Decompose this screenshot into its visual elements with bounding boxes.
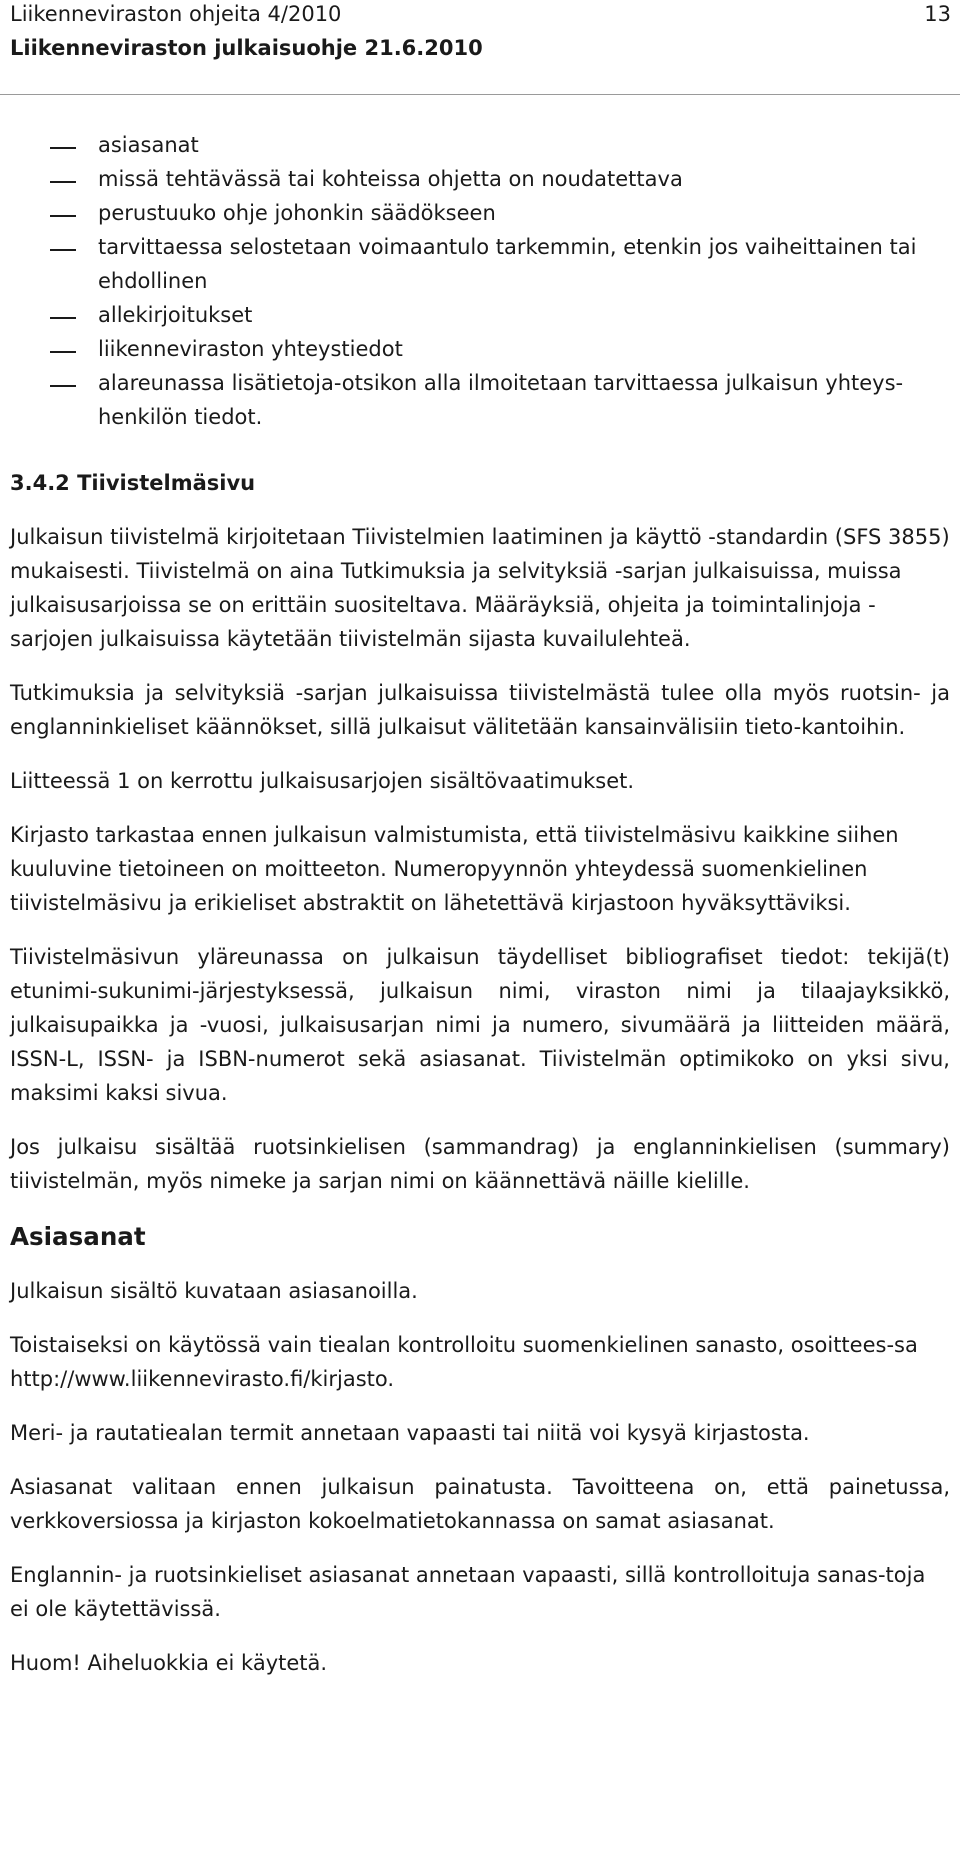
dash-list xyxy=(10,128,950,434)
dash-bullet xyxy=(50,249,76,251)
list-item-text: alareunassa lisätietoja-otsikon alla ilmoitetaan tarvittaessa julkaisun yhteys-henkilön tiedot. xyxy=(98,371,904,429)
page-number: 13 xyxy=(924,2,951,26)
publication-series: Liikenneviraston ohjeita 4/2010 xyxy=(10,2,342,26)
dash-bullet xyxy=(50,351,76,353)
dash-bullet xyxy=(50,147,76,149)
paragraph: Asiasanat valitaan ennen julkaisun painatusta. Tavoitteena on, että painetussa, verkkoversiossa ja kirjaston kokoelmatietokannassa on samat asiasanat. xyxy=(10,1475,950,1533)
section-heading: 3.4.2 Tiivistelmäsivu xyxy=(10,471,256,495)
paragraph: Toistaiseksi on käytössä vain tiealan kontrolloitu suomenkielinen sanasto, osoittees-sa http://www.liikennevirasto.fi/kirjasto. xyxy=(10,1333,918,1391)
list-item-text: allekirjoitukset xyxy=(98,303,253,327)
list-item xyxy=(10,162,950,196)
page-content xyxy=(10,128,950,1680)
list-item-text: missä tehtävässä tai kohteissa ohjetta on noudatettava xyxy=(98,167,683,191)
list-item xyxy=(10,230,950,298)
paragraph: Julkaisun sisältö kuvataan asiasanoilla. xyxy=(10,1279,418,1303)
paragraph: Julkaisun tiivistelmä kirjoitetaan Tiivistelmien laatiminen ja käyttö -standardin (SFS 3855) mukaisesti. Tiivistelmä on aina Tutkimuksia ja selvityksiä -sarjan julkaisuissa, muissa julkaisusarjoissa se on erittäin suositeltava. Määräyksiä, ohjeita ja toimintalinjoja -sarjojen julkaisuissa käytetään tiivistelmän sijasta kuvailulehteä. xyxy=(10,525,950,651)
paragraph: Kirjasto tarkastaa ennen julkaisun valmistumista, että tiivistelmäsivu kaikkine siihen kuuluvine tietoineen on moitteeton. Numeropyynnön yhteydessä suomenkielinen tiivistelmäsivu ja erikieliset abstraktit on lähetettävä kirjastoon hyväksyttäviksi. xyxy=(10,823,899,915)
list-item-text: perustuuko ohje johonkin säädökseen xyxy=(98,201,496,225)
paragraph: Tiivistelmäsivun yläreunassa on julkaisun täydelliset bibliografiset tiedot: tekijä(t) etunimi-sukunimi-järjestyksessä, julkaisun nimi, viraston nimi ja tilaajayksikkö, julkaisupaikka ja -vuosi, julkaisusarjan nimi ja numero, sivumäärä ja liitteiden määrä, ISSN-L, ISSN- ja ISBN-numerot sekä asiasanat. Tiivistelmän optimikoko on yksi sivu, maksimi kaksi sivua. xyxy=(10,945,950,1105)
page-header xyxy=(0,0,960,95)
paragraph: Liitteessä 1 on kerrottu julkaisusarjojen sisältövaatimukset. xyxy=(10,769,635,793)
list-item xyxy=(10,128,950,162)
paragraph: Englannin- ja ruotsinkieliset asiasanat annetaan vapaasti, sillä kontrolloituja sanas-toja ei ole käytettävissä. xyxy=(10,1563,926,1621)
list-item xyxy=(10,196,950,230)
list-item xyxy=(10,298,950,332)
list-item-text: liikenneviraston yhteystiedot xyxy=(98,337,403,361)
list-item xyxy=(10,332,950,366)
list-item xyxy=(10,366,950,434)
paragraph: Tutkimuksia ja selvityksiä -sarjan julkaisuissa tiivistelmästä tulee olla myös ruotsin- ja englanninkieliset käännökset, sillä julkaisut välitetään kansainvälisiin tieto-kantoihin. xyxy=(10,681,950,739)
list-item-text: tarvittaessa selostetaan voimaantulo tarkemmin, etenkin jos vaiheittainen tai ehdollinen xyxy=(98,235,917,293)
dash-bullet xyxy=(50,181,76,183)
list-item-text: asiasanat xyxy=(98,133,199,157)
dash-bullet xyxy=(50,385,76,387)
subsection-heading: Asiasanat xyxy=(10,1222,146,1251)
paragraph: Jos julkaisu sisältää ruotsinkielisen (sammandrag) ja englanninkielisen (summary) tiivistelmän, myös nimeke ja sarjan nimi on käännettävä näille kielille. xyxy=(10,1135,950,1193)
dash-bullet xyxy=(50,317,76,319)
paragraph: Huom! Aiheluokkia ei käytetä. xyxy=(10,1651,328,1675)
dash-bullet xyxy=(50,215,76,217)
publication-title: Liikenneviraston julkaisuohje 21.6.2010 xyxy=(10,36,483,60)
paragraph: Meri- ja rautatiealan termit annetaan vapaasti tai niitä voi kysyä kirjastosta. xyxy=(10,1421,810,1445)
